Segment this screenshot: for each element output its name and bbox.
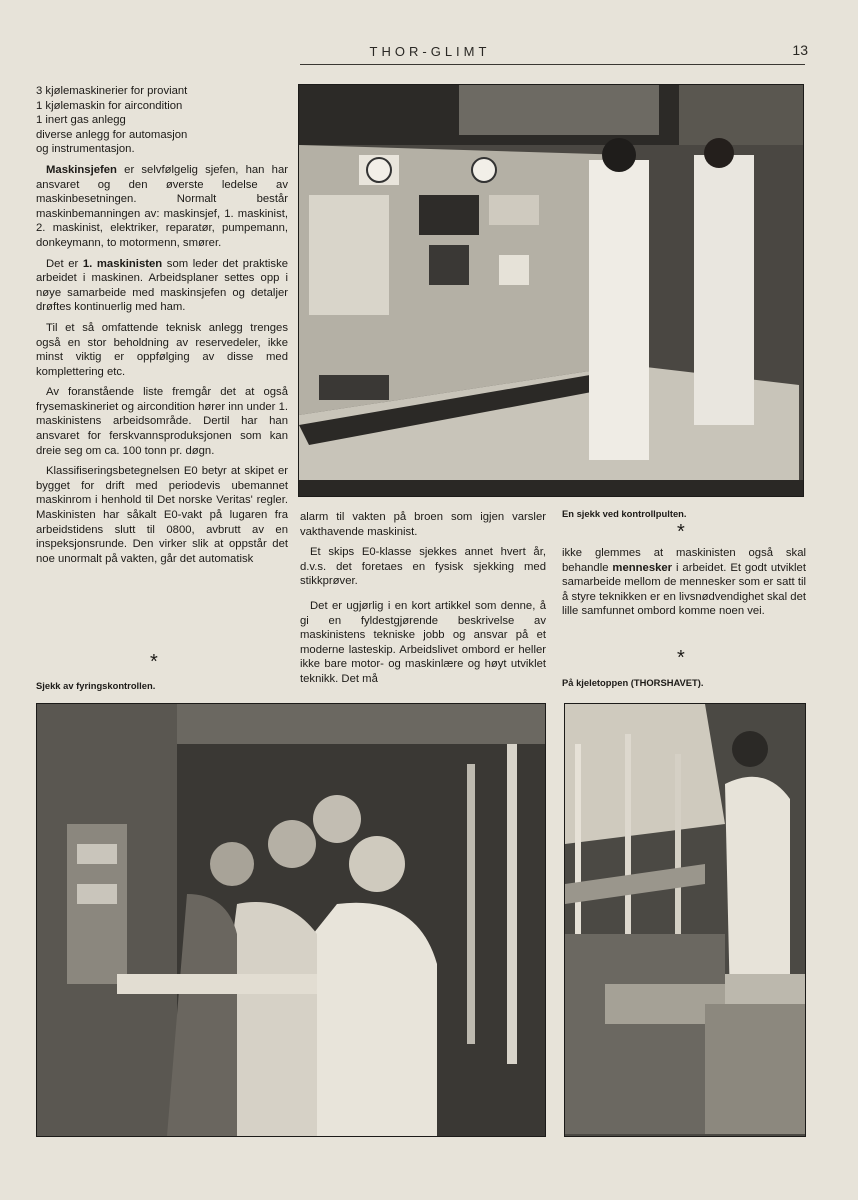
paragraph-text: ikke glemmes at maskinisten også skal behandle <box>562 547 806 574</box>
term-maskinisten: 1. maskinisten <box>82 257 163 270</box>
list-item: diverse anlegg for automasjon <box>36 128 188 141</box>
left-column <box>36 84 288 572</box>
paragraph-reservedeler: Til et så omfattende teknisk anlegg trenges også en stor beholdning av reservedeler, ikke minst viktig er oppfølging av disse med komplettering etc. <box>36 321 288 378</box>
paragraph-text: som leder det praktiske arbeidet i maskinen. Arbeidsplaner settes opp i nøye samarbeide med maskinsjefen og detaljer drøftes kontinuerlig med ham. <box>36 257 288 314</box>
caption-kjeletoppen: På kjeletoppen (THORSHAVET). <box>562 677 704 688</box>
header-rule <box>300 64 805 65</box>
right-column <box>562 546 806 625</box>
photo-firing-control <box>36 703 546 1137</box>
page-number: 13 <box>792 42 808 58</box>
paragraph-arbeidsomrade: Av foranstående liste fremgår det at også frysemaskineriet og aircondition hører inn under 1. maskinistens arbeidsområde. Dertil har han ansvaret for ferskvannsproduksjonen som kan dreie seg om ca. 100 tonn pr. døgn. <box>36 386 288 457</box>
paragraph-text: i arbeidet. Et godt utviklet samarbeide mellom de mennesker som er satt til å styre teknikken er en livsnødvendighet skal det lille samfunnet ombord komme noen vei. <box>562 561 806 618</box>
term-maskinsjefen: Maskinsjefen <box>46 163 117 176</box>
list-item: 1 inert gas anlegg <box>36 114 126 127</box>
paragraph-e0-sjekk: Et skips E0-klasse sjekkes annet hvert år, d.v.s. det foretaes en fysisk sjekking med stikkprøver. <box>300 546 546 588</box>
list-item: 1 kjølemaskin for aircondition <box>36 99 183 112</box>
asterisk-divider: * <box>677 647 685 669</box>
paragraph-mennesker <box>562 546 806 619</box>
caption-fyringskontrollen: Sjekk av fyringskontrollen. <box>36 680 156 691</box>
paragraph-maskinisten <box>36 257 288 315</box>
caption-kontrollpulten: En sjekk ved kontrollpulten. <box>562 508 687 519</box>
list-item: 3 kjølemaskinerier for proviant <box>36 85 188 97</box>
paragraph-e0-class: Klassifiseringsbetegnelsen E0 betyr at skipet er bygget for drift med periodevis ubemannet maskinrom i henhold til Det norske Veritas' regler. Maskinisten har såkalt E0-vakt på lugaren fra arbeidstidens slutt til 0800, avbrutt av en inspeksjonsrunde. Den virker slik at oppstår det noe unormalt på vakten, går det automatisk <box>36 465 288 565</box>
term-mennesker: mennesker <box>612 561 673 574</box>
list-item: og instrumentasjon. <box>36 143 135 156</box>
paragraph-maskinsjefen <box>36 163 288 251</box>
paragraph-ugjorlig: Det er ugjørlig i en kort artikkel som denne, å gi en fyldestgjørende beskrivelse av maskinistens tekniske jobb og ansvar på et moderne lasteskip. Arbeidslivet ombord er heller ikke bare motor- og maskinlære og høyt utviklet teknikk. Det må <box>300 599 546 685</box>
paragraph-alarm: alarm til vakten på broen som igjen varsler vakthavende maskinist. <box>300 511 546 538</box>
asterisk-divider: * <box>150 651 158 673</box>
paragraph-text: Det er <box>46 257 83 270</box>
equipment-list <box>36 84 288 157</box>
photo-control-console <box>298 84 804 497</box>
paragraph-text: er selvfølgelig sjefen, han har ansvaret og den øverste ledelse av maskinbesetningen. Normalt består maskinbemanningen av: maskinsjef, 1. maskinist, 2. maskinist, elektriker, reparatør, pumpemann, donkeymann, to motormenn, smører. <box>36 163 288 249</box>
photo-boiler-top <box>564 703 806 1137</box>
middle-column <box>300 510 546 693</box>
asterisk-divider: * <box>677 521 685 543</box>
magazine-title: THOR-GLIMT <box>369 44 491 59</box>
